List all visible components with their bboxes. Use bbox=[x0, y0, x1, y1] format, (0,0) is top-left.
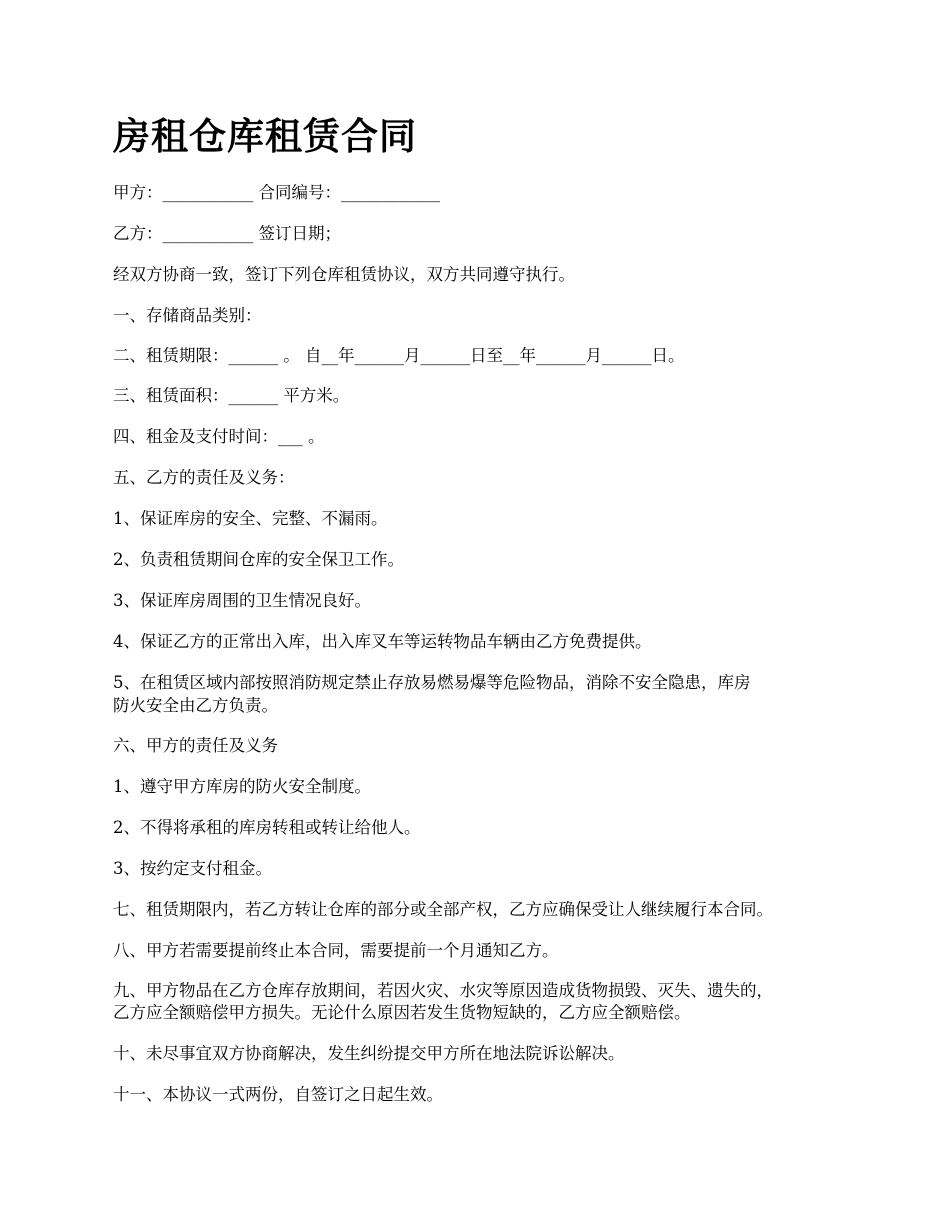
intro-paragraph: 经双方协商一致，签订下列仓库租赁协议，双方共同遵守执行。 bbox=[113, 265, 575, 284]
clause-5-item-1: 1、保证库房的安全、完整、不漏雨。 bbox=[113, 509, 388, 528]
party-a-line: 甲方：___________ 合同编号：____________ bbox=[113, 183, 440, 202]
clause-6-item-3: 3、按约定支付租金。 bbox=[113, 859, 272, 878]
clause-5-item-5-line-1: 5、在租赁区域内部按照消防规定禁止存放易燃易爆等危险物品，消除不安全隐患，库房 bbox=[113, 673, 751, 692]
clause-8: 八、甲方若需要提前终止本合同，需要提前一个月通知乙方。 bbox=[113, 941, 559, 960]
clause-11: 十一、本协议一式两份，自签订之日起生效。 bbox=[113, 1085, 443, 1104]
clause-6-heading: 六、甲方的责任及义务 bbox=[113, 736, 278, 755]
clause-5-item-5-line-2: 防火安全由乙方负责。 bbox=[113, 696, 278, 715]
clause-5-item-2: 2、负责租赁期间仓库的安全保卫工作。 bbox=[113, 550, 404, 569]
clause-9-line-2: 乙方应全额赔偿甲方损失。无论什么原因若发生货物短缺的，乙方应全额赔偿。 bbox=[113, 1003, 691, 1022]
clause-5-item-4: 4、保证乙方的正常出入库，出入库叉车等运转物品车辆由乙方免费提供。 bbox=[113, 632, 652, 651]
clause-6-item-2: 2、不得将承租的库房转租或转让给他人。 bbox=[113, 818, 421, 837]
clause-6-item-1: 1、遵守甲方库房的防火安全制度。 bbox=[113, 777, 371, 796]
document-title: 房租仓库租赁合同 bbox=[113, 114, 417, 158]
clause-10: 十、未尽事宜双方协商解决，发生纠纷提交甲方所在地法院诉讼解决。 bbox=[113, 1044, 625, 1063]
clause-5-item-3: 3、保证库房周围的卫生情况良好。 bbox=[113, 591, 371, 610]
party-b-line: 乙方：___________ 签订日期； bbox=[113, 224, 341, 243]
clause-2-lease-term: 二、租赁期限：______ 。 自__年______月______日至__年______月______日。 bbox=[113, 346, 685, 365]
clause-7: 七、租赁期限内，若乙方转让仓库的部分或全部产权，乙方应确保受让人继续履行本合同。 bbox=[113, 900, 773, 919]
clause-5-heading: 五、乙方的责任及义务： bbox=[113, 468, 295, 487]
clause-1-goods-category: 一、存储商品类别： bbox=[113, 306, 262, 325]
clause-3-lease-area: 三、租赁面积：______ 平方米。 bbox=[113, 386, 350, 405]
clause-4-rent-payment: 四、租金及支付时间：___ 。 bbox=[113, 427, 325, 446]
clause-9-line-1: 九、甲方物品在乙方仓库存放期间，若因火灾、水灾等原因造成货物损毁、灭失、遗失的， bbox=[113, 981, 773, 1000]
